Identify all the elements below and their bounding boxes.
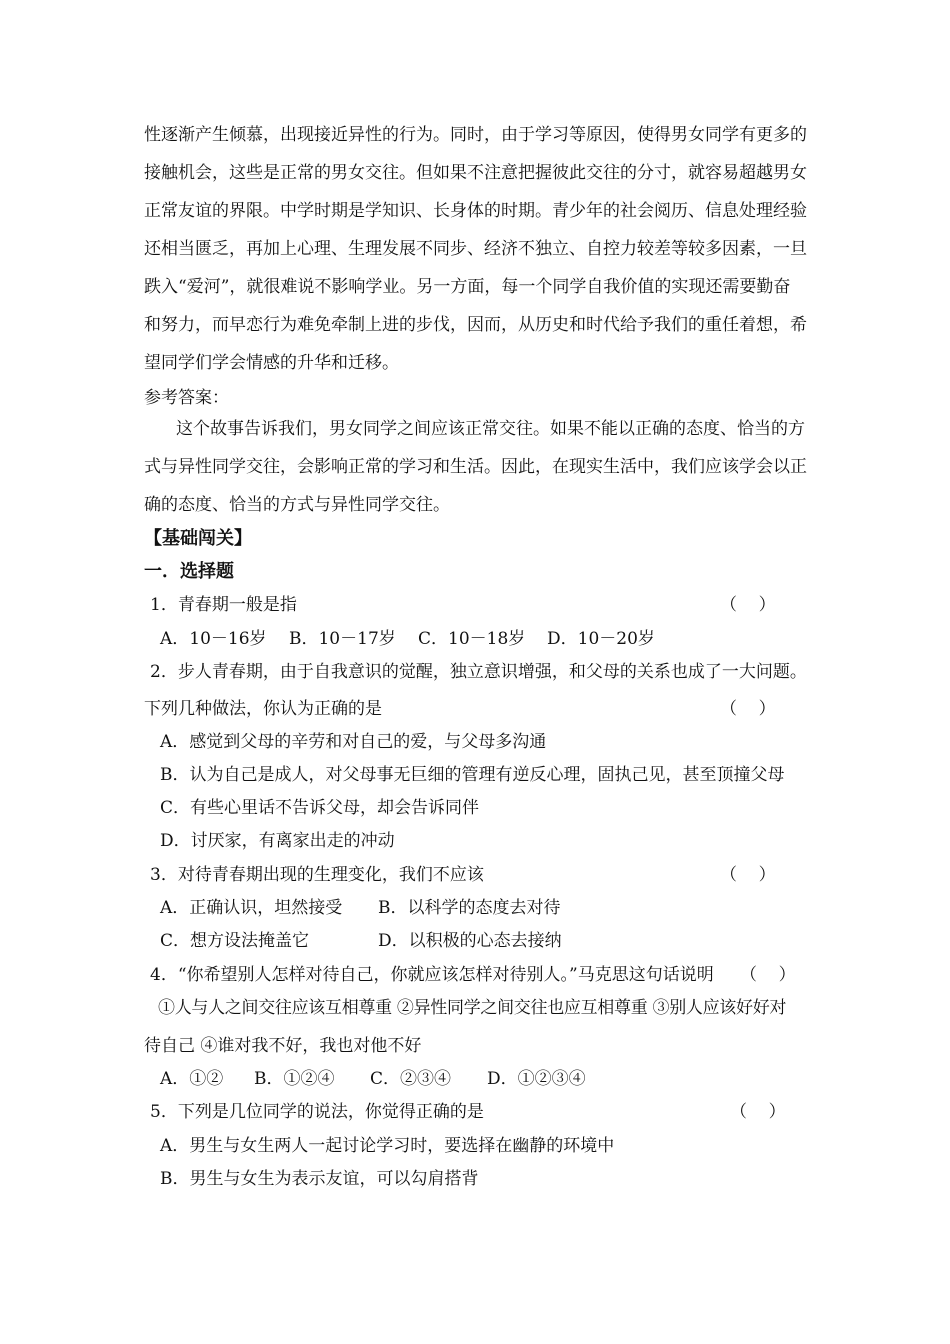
answer-bracket: （ ） bbox=[720, 865, 776, 885]
option-c: C．②③④ bbox=[370, 1069, 452, 1089]
question-4-statements: ①人与人之间交往应该互相尊重 ②异性同学之间交往也应互相尊重 ③别人应该好好对 bbox=[158, 998, 787, 1018]
question-1-stem: 1．青春期一般是指 bbox=[150, 595, 297, 615]
question-5-stem: 5．下列是几位同学的说法，你觉得正确的是 bbox=[150, 1102, 484, 1122]
option-b: B．①②④ bbox=[254, 1069, 335, 1089]
passage-line: 跌入“爱河”，就很难说不影响学业。另一方面，每一个同学自我价值的实现还需要勤奋 bbox=[144, 277, 791, 297]
question-2-stem: 2．步人青春期，由于自我意识的觉醒，独立意识增强，和父母的关系也成了一大问题。 bbox=[150, 662, 807, 682]
passage-line: 正常友谊的界限。中学时期是学知识、长身体的时期。青少年的社会阅历、信息处理经验 bbox=[144, 201, 807, 221]
option-d: D．①②③④ bbox=[487, 1069, 586, 1089]
option-a: A．感觉到父母的辛劳和对自己的爱，与父母多沟通 bbox=[160, 732, 547, 752]
option-c: C．有些心里话不告诉父母，却会告诉同伴 bbox=[160, 798, 480, 818]
passage-line: 和努力，而早恋行为难免牵制上进的步伐，因而，从历史和时代给予我们的重任着想，希 bbox=[144, 315, 807, 335]
option-d: D．讨厌家，有离家出走的冲动 bbox=[160, 831, 395, 851]
option-c: C．想方设法掩盖它 bbox=[160, 931, 310, 951]
answer-bracket: （ ） bbox=[740, 965, 796, 985]
answer-bracket: （ ） bbox=[730, 1102, 786, 1122]
option-a: A．正确认识，坦然接受 bbox=[160, 898, 343, 918]
question-2-stem-cont: 下列几种做法，你认为正确的是 bbox=[144, 699, 382, 719]
passage-line: 望同学们学会情感的升华和迁移。 bbox=[144, 353, 399, 373]
answer-bracket: （ ） bbox=[720, 699, 776, 719]
passage-line: 还相当匮乏，再加上心理、生理发展不同步、经济不独立、自控力较差等较多因素，一旦 bbox=[144, 239, 807, 259]
option-d: D．以积极的心态去接纳 bbox=[378, 931, 562, 951]
answer-line: 式与异性同学交往，会影响正常的学习和生活。因此，在现实生活中，我们应该学会以正 bbox=[144, 457, 807, 477]
answer-line: 确的态度、恰当的方式与异性同学交往。 bbox=[144, 495, 450, 515]
section-title: 【基础闯关】 bbox=[144, 528, 252, 549]
answer-bracket: （ ） bbox=[720, 595, 776, 615]
option-a: A．①② bbox=[160, 1069, 224, 1089]
part-title: 一．选择题 bbox=[144, 561, 234, 582]
option-a: A．10－16岁 bbox=[160, 629, 267, 649]
answer-label: 参考答案： bbox=[144, 388, 229, 408]
option-b: B．男生与女生为表示友谊，可以勾肩搭背 bbox=[160, 1169, 479, 1189]
question-4-statements-cont: 待自己 ④谁对我不好，我也对他不好 bbox=[144, 1036, 422, 1056]
answer-line: 这个故事告诉我们，男女同学之间应该正常交往。如果不能以正确的态度、恰当的方 bbox=[176, 419, 805, 439]
option-d: D．10－20岁 bbox=[547, 629, 655, 649]
option-a: A．男生与女生两人一起讨论学习时，要选择在幽静的环境中 bbox=[160, 1136, 615, 1156]
passage-line: 接触机会，这些是正常的男女交往。但如果不注意把握彼此交往的分寸，就容易超越男女 bbox=[144, 163, 807, 183]
option-b: B．以科学的态度去对待 bbox=[378, 898, 561, 918]
passage-line: 性逐渐产生倾慕，出现接近异性的行为。同时，由于学习等原因，使得男女同学有更多的 bbox=[144, 125, 807, 145]
option-c: C．10－18岁 bbox=[418, 629, 526, 649]
option-b: B．10－17岁 bbox=[289, 629, 396, 649]
question-4-stem: 4．“你希望别人怎样对待自己，你就应该怎样对待别人。”马克思这句话说明 bbox=[150, 965, 714, 985]
question-3-stem: 3．对待青春期出现的生理变化，我们不应该 bbox=[150, 865, 484, 885]
option-b: B．认为自己是成人，对父母事无巨细的管理有逆反心理，固执己见，甚至顶撞父母 bbox=[160, 765, 785, 785]
